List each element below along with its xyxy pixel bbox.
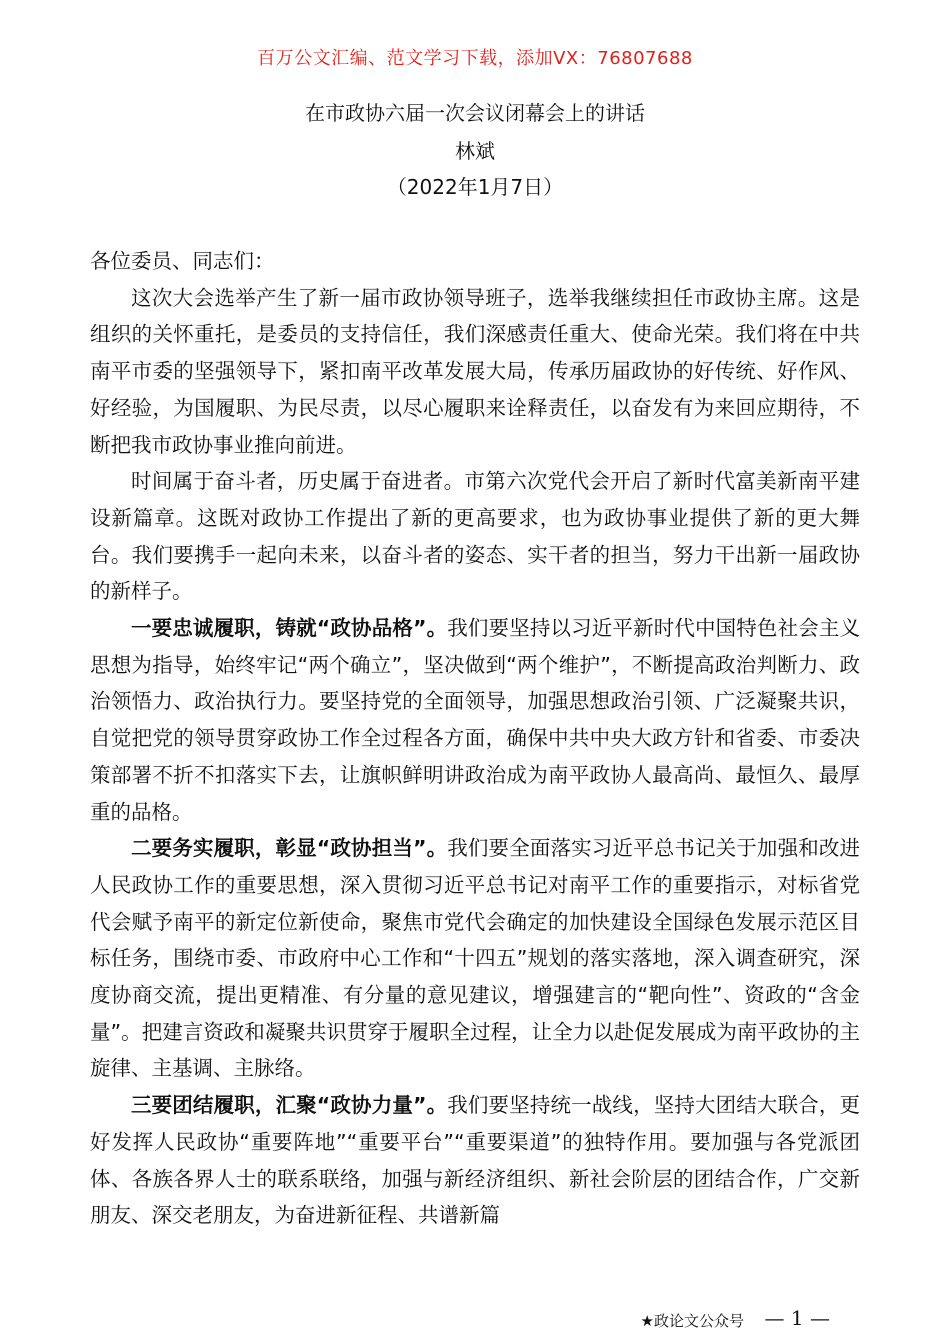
page-footer — [0, 1308, 950, 1332]
paragraph-lead: 二要务实履职，彰显“政协担当”。 — [131, 836, 448, 861]
speech-body — [90, 243, 860, 1234]
speech-date: （2022年1月7日） — [386, 175, 564, 199]
page-number: — 1 — — [764, 1306, 830, 1330]
paragraph — [90, 280, 860, 464]
paragraph-text: 我们要全面落实习近平总书记关于加强和改进人民政协工作的重要思想，深入贯彻习近平总书记对南平工作的重要指示，对标省党代会赋予南平的新定位新使命，聚焦市党代会确定的加快建设全国绿色发展示范区目标任务，围绕市委、市政府中心工作和“十四五”规划的落实落地，深入调查研究，深度协商交流，提出更精准、有分量的意见建议，增强建言的“靶向性”、资政的“含金量”。把建言资政和凝聚共识贯穿于履职全过程，让全力以赴促发展成为南平政协的主旋律、主基调、主脉络。 — [90, 836, 861, 1081]
paragraph-text: 我们要坚持以习近平新时代中国特色社会主义思想为指导，始终牢记“两个确立”，坚决做到“两个维护”，不断提高政治判断力、政治领悟力、政治执行力。要坚持党的全面领导，加强思想政治引领、广泛凝聚共识，自觉把党的领导贯穿政协工作全过程各方面，确保中共中央大政方针和省委、市委决策部署不折不扣落实下去，让旗帜鲜明讲政治成为南平政协人最高尚、最恒久、最厚重的品格。 — [90, 616, 861, 824]
paragraph — [90, 830, 860, 1087]
paragraph-text: 这次大会选举产生了新一届市政协领导班子，选举我继续担任市政协主席。这是组织的关怀重托，是委员的支持信任，我们深感责任重大、使命光荣。我们将在中共南平市委的坚强领导下，紧扣南平改革发展大局，传承历届政协的好传统、好作风、好经验，为国履职、为民尽责，以尽心履职来诠释责任，以奋发有为来回应期待，不断把我市政协事业推向前进。 — [90, 285, 860, 457]
paragraph-lead: 一要忠诚履职，铸就“政协品格”。 — [131, 616, 448, 641]
paragraph-lead: 三要团结履职，汇聚“政协力量”。 — [131, 1093, 448, 1118]
speech-title: 在市政协六届一次会议闭幕会上的讲话 — [305, 101, 645, 125]
paragraph — [90, 1087, 860, 1234]
paragraph-text: 我们要坚持统一战线，坚持大团结大联合，更好发挥人民政协“重要阵地”“重要平台”“重要渠道”的独特作用。要加强与各党派团体、各族各界人士的联系联络，加强与新经济组织、新社会阶层的团结合作，广交新朋友、深交老朋友，为奋进新征程、共谱新篇 — [90, 1093, 861, 1228]
paragraph-text: 时间属于奋斗者，历史属于奋进者。市第六次党代会开启了新时代富美新南平建设新篇章。这既对政协工作提出了新的更高要求，也为政协事业提供了新的更大舞台。我们要携手一起向未来，以奋斗者的姿态、实干者的担当，努力干出新一届政协的新样子。 — [90, 469, 860, 604]
paragraph — [90, 463, 860, 610]
paragraph — [90, 610, 860, 830]
download-banner: 百万公文汇编、范文学习下载，添加VX：76807688 — [257, 48, 693, 69]
salutation: 各位委员、同志们： — [90, 249, 275, 273]
speech-author: 林斌 — [455, 139, 495, 163]
footer-source: ★政论文公众号 — [640, 1312, 744, 1330]
